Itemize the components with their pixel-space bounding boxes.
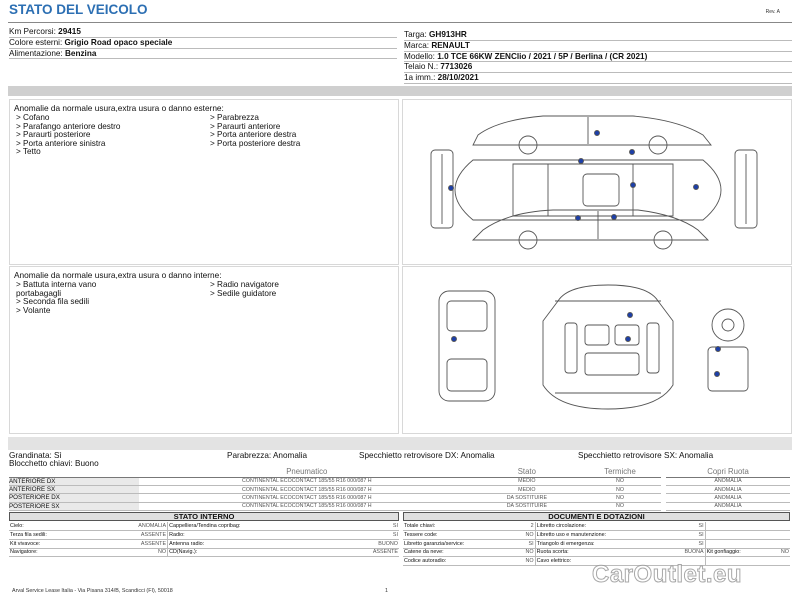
list-item: > Seconda fila sedili (16, 297, 90, 306)
copri-ruota-header: Copri Ruota (666, 467, 790, 477)
termiche-header: Termiche (579, 467, 661, 477)
exterior-car-diagram (402, 99, 792, 265)
list-item: > Volante (16, 305, 51, 315)
revision-label: Rev. A (765, 9, 780, 15)
table-row (9, 502, 661, 510)
stato-interno-table (9, 522, 399, 557)
list-item: > Battuta interna vano (16, 280, 97, 289)
chassis-row: Telaio N.: 7713026 (404, 62, 792, 73)
tyre-model: CONTINENTAL ECOCONTACT 185/55 R16 000/087 H (139, 502, 475, 510)
table-row: Terza fila sedili: ASSENTE Radio: SI (10, 532, 398, 539)
tyre-position: ANTERIORE SX (9, 485, 139, 493)
parabrezza-text: Parabrezza: Anomalia (227, 451, 308, 460)
tyre-winter: NO (579, 477, 661, 485)
internal-damage-title: Anomalie da normale usura,extra usura o danno interne: (14, 270, 222, 280)
table-row (666, 494, 790, 502)
wheel-cover-status: ANOMALIA (666, 477, 790, 485)
table-row (666, 485, 790, 493)
tyre-status: DA SOSTITUIRE (475, 494, 579, 502)
tyre-model: CONTINENTAL ECOCONTACT 185/55 R16 000/087 H (139, 485, 475, 493)
table-header (666, 467, 790, 477)
list-item: > Porta anteriore destra (210, 130, 297, 139)
table-row (666, 477, 790, 485)
tyre-position: POSTERIORE DX (9, 494, 139, 502)
internal-damage-list-1 (16, 281, 96, 315)
pneumatico-header: Pneumatico (139, 467, 475, 477)
plate-row: Targa: GH913HR (404, 30, 792, 41)
vehicle-info-right (404, 30, 792, 84)
interior-car-diagram (402, 266, 792, 434)
tyre-winter: NO (579, 485, 661, 493)
table-row (666, 502, 790, 510)
tyre-winter: NO (579, 494, 661, 502)
stato-interno-header: STATO INTERNO (9, 512, 399, 521)
tyre-model: CONTINENTAL ECOCONTACT 185/55 R16 000/087 H (139, 477, 475, 485)
title-divider (8, 22, 792, 23)
caroutlet-logo: CarOutlet.eu (592, 561, 743, 588)
table-row: Kit vivavoce: ASSENTE Antenna radio: BUONO (10, 540, 398, 547)
table-row: Navigatore: NO CD(Navig.): ASSENTE (10, 549, 398, 556)
list-item: > Cofano (16, 113, 50, 122)
page-number: 1 (385, 588, 388, 594)
table-header (9, 467, 661, 477)
table-row: Codice autoradio: NO Cavo elettrico: (403, 557, 790, 566)
list-item: > Tetto (16, 147, 41, 156)
color-row: Colore esterni: Grigio Road opaco speciale (9, 38, 397, 49)
documenti-table (403, 522, 790, 566)
model-row: Modello: 1.0 TCE 66KW ZENClio / 2021 / 5P / Berlina / (CR 2021) (404, 52, 792, 63)
table-row: Cielo: ANOMALIA Cappelliera/Tendina copribag: SI (10, 523, 398, 530)
wheel-cover-status: ANOMALIA (666, 502, 790, 510)
list-item: > Sedile guidatore (210, 288, 277, 298)
documenti-header: DOCUMENTI E DOTAZIONI (403, 512, 790, 521)
blocchetto-text: Blocchetto chiavi: Buono (9, 459, 99, 468)
fuel-row: Alimentazione: Benzina (9, 49, 397, 60)
table-row: Catene da neve: NO Ruota scorta: BUONA Kit gonfiaggio: NO (404, 549, 789, 556)
tyre-status: MEDIO (475, 485, 579, 493)
table-row: Tessere code: NO Libretto uso e manutenzione: SI (403, 531, 790, 540)
vehicle-info-left (9, 27, 397, 59)
section-divider-bar-2 (8, 437, 792, 450)
wheel-cover-status: ANOMALIA (666, 494, 790, 502)
tyre-table (9, 467, 661, 511)
external-damage-panel (9, 99, 399, 265)
make-row: Marca: RENAULT (404, 41, 792, 52)
table-row (9, 477, 661, 485)
section-divider-bar (8, 86, 792, 96)
registration-row: 1a imm.: 28/10/2021 (404, 73, 792, 84)
tyre-winter: NO (579, 502, 661, 510)
tyre-status: DA SOSTITUIRE (475, 502, 579, 510)
list-item: portabagagli (16, 288, 62, 298)
tyre-status: MEDIO (475, 477, 579, 485)
grandinata-text: Grandinata: Sì (9, 451, 62, 460)
wheel-cover-table (666, 467, 790, 511)
table-row: Totale chiavi: 2 Libretto circolazione: SI (403, 522, 790, 531)
stato-header: Stato (475, 467, 579, 477)
summary-line-1 (9, 451, 791, 460)
wheel-cover-status: ANOMALIA (666, 485, 790, 493)
table-row (9, 485, 661, 493)
specchietto-dx-text: Specchietto retrovisore DX: Anomalia (359, 451, 495, 460)
tyre-position: POSTERIORE SX (9, 502, 139, 510)
internal-damage-list-2 (210, 281, 279, 298)
tyre-position: ANTERIORE DX (9, 477, 139, 485)
list-item: > Porta posteriore destra (210, 138, 301, 148)
list-item: > Paraurti posteriore (16, 130, 91, 139)
list-item: > Parafango anteriore destro (16, 121, 121, 131)
list-item: > Paraurti anteriore (210, 121, 281, 131)
tyre-model: CONTINENTAL ECOCONTACT 185/55 R16 000/087 H (139, 494, 475, 502)
footer-address: Arval Service Lease Italia - Via Pisana 314/B, Scandicci (FI), 50018 (12, 588, 173, 594)
list-item: > Porta anteriore sinistra (16, 138, 106, 148)
external-damage-title: Anomalie da normale usura,extra usura o danno esterne: (14, 103, 224, 113)
page-title: STATO DEL VEICOLO (9, 2, 148, 17)
external-damage-list-1 (16, 114, 120, 157)
list-item: > Parabrezza (210, 113, 259, 122)
table-row (9, 494, 661, 502)
list-item: > Radio navigatore (210, 280, 279, 289)
table-row: Libretto garanzia/service: SI Triangolo di emergenza: SI (403, 539, 790, 548)
external-damage-list-2 (210, 114, 300, 148)
km-row: Km Percorsi: 29415 (9, 27, 397, 38)
specchietto-sx-text: Specchietto retrovisore SX: Anomalia (578, 451, 714, 460)
internal-damage-panel (9, 266, 399, 434)
